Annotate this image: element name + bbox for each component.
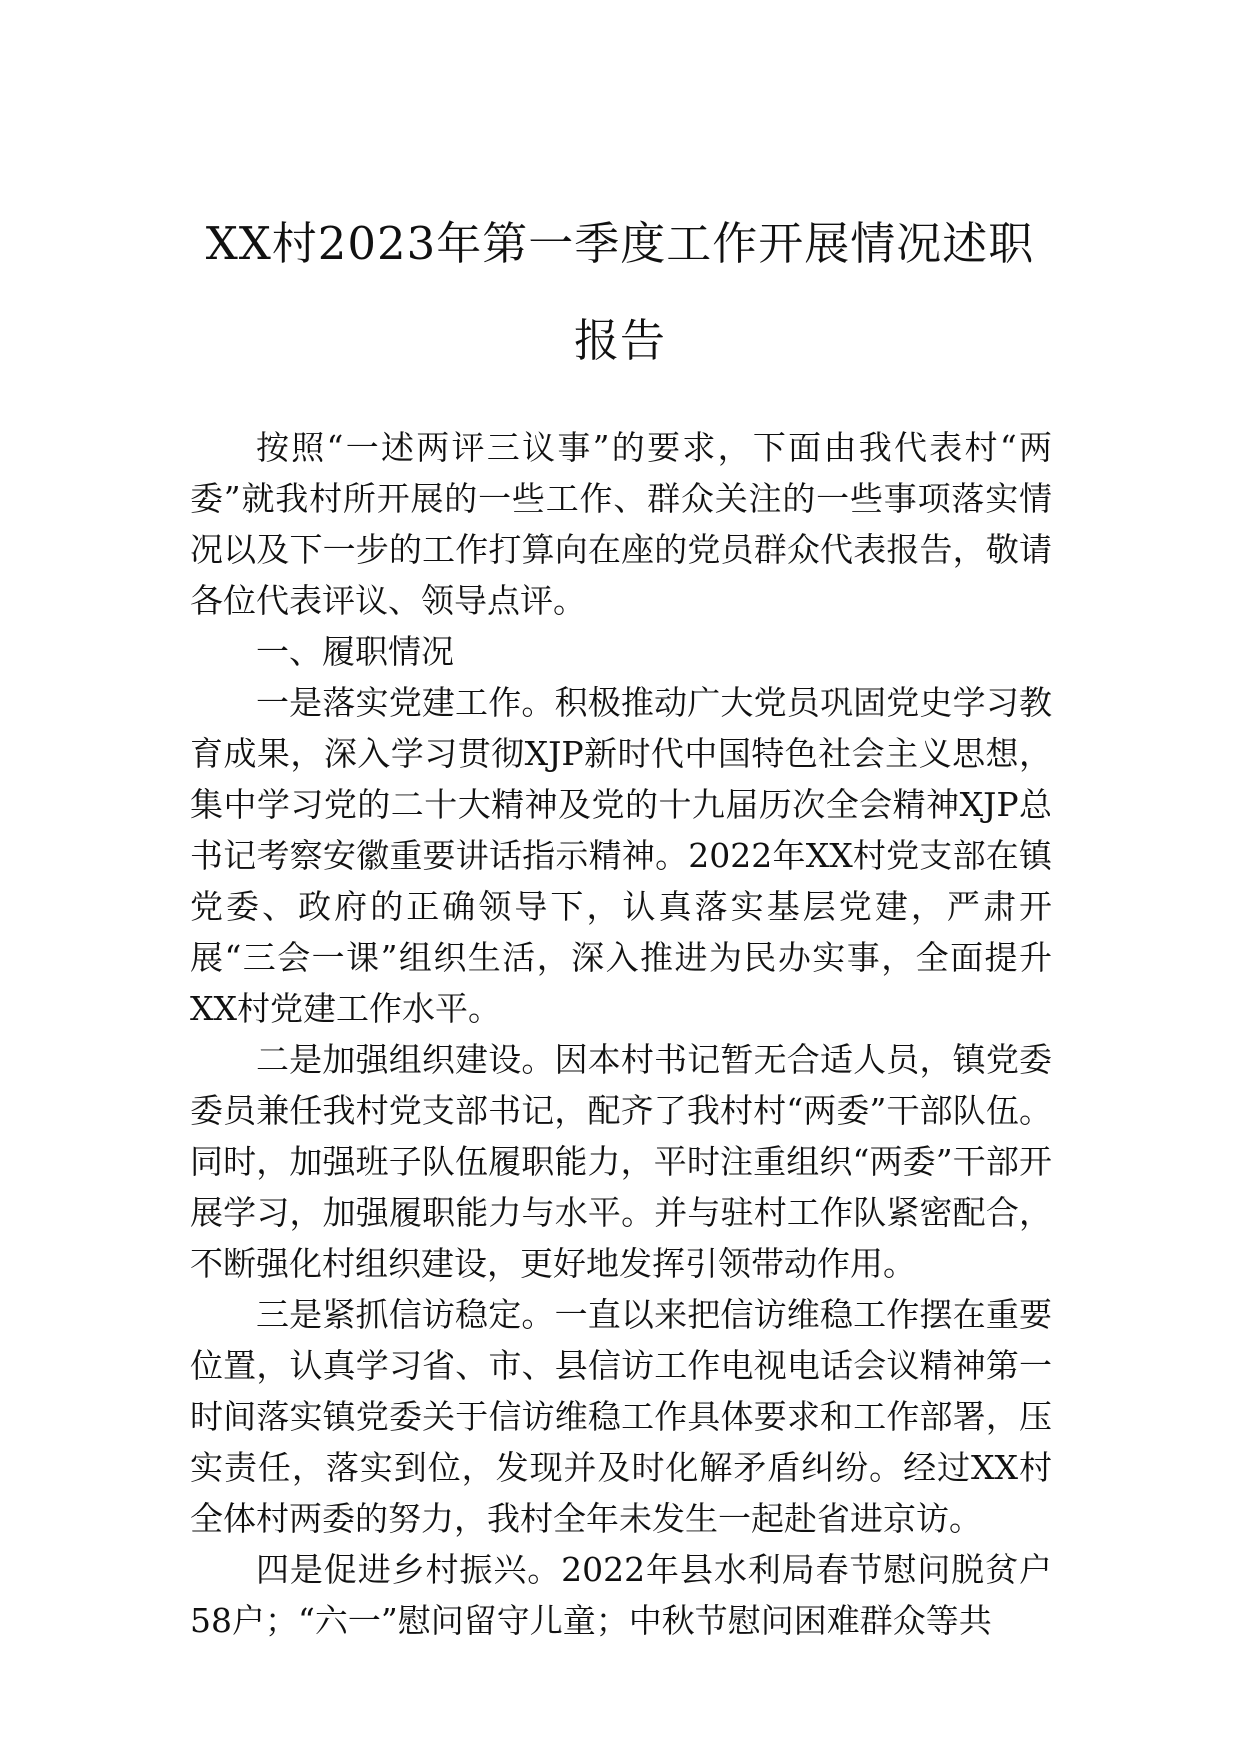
title-line-2: 报告 — [573, 314, 666, 367]
paragraph-petition-stability: 三是紧抓信访稳定。一直以来把信访维稳工作摆在重要位置，认真学习省、市、县信访工作电视电话会议精神第一时间落实镇党委关于信访维稳工作具体要求和工作部署，压实责任，落实到位，发现并及时化解矛盾纠纷。经过XX村全体村两委的努力，我村全年未发生一起赴省进京访。 — [190, 1295, 1052, 1538]
intro-paragraph: 按照“一述两评三议事”的要求，下面由我代表村“两委”就我村所开展的一些工作、群众关注的一些事项落实情况以及下一步的工作打算向在座的党员群众代表报告，敬请各位代表评议、领导点评。 — [190, 428, 1052, 620]
title-line-1: XX村2023年第一季度工作开展情况述职 — [205, 217, 1035, 270]
section-heading-duty-performance: 一、履职情况 — [256, 632, 454, 671]
paragraph-rural-revitalization: 四是促进乡村振兴。2022年县水利局春节慰问脱贫户58户；“六一”慰问留守儿童；中秋节慰问困难群众等共 — [190, 1550, 1052, 1640]
document-body — [190, 422, 1052, 1646]
paragraph-party-building: 一是落实党建工作。积极推动广大党员巩固党史学习教育成果，深入学习贯彻XJP新时代中国特色社会主义思想，集中学习党的二十大精神及党的十九届历次全会精神XJP总书记考察安徽重要讲话指示精神。2022年XX村党支部在镇党委、政府的正确领导下，认真落实基层党建，严肃开展“三会一课”组织生活，深入推进为民办实事，全面提升XX村党建工作水平。 — [190, 683, 1052, 1028]
paragraph-organization-building: 二是加强组织建设。因本村书记暂无合适人员，镇党委委员兼任我村党支部书记，配齐了我村村“两委”干部队伍。同时，加强班子队伍履职能力，平时注重组织“两委”干部开展学习，加强履职能力与水平。并与驻村工作队紧密配合，不断强化村组织建设，更好地发挥引领带动作用。 — [190, 1040, 1052, 1283]
page-title — [150, 195, 1090, 389]
